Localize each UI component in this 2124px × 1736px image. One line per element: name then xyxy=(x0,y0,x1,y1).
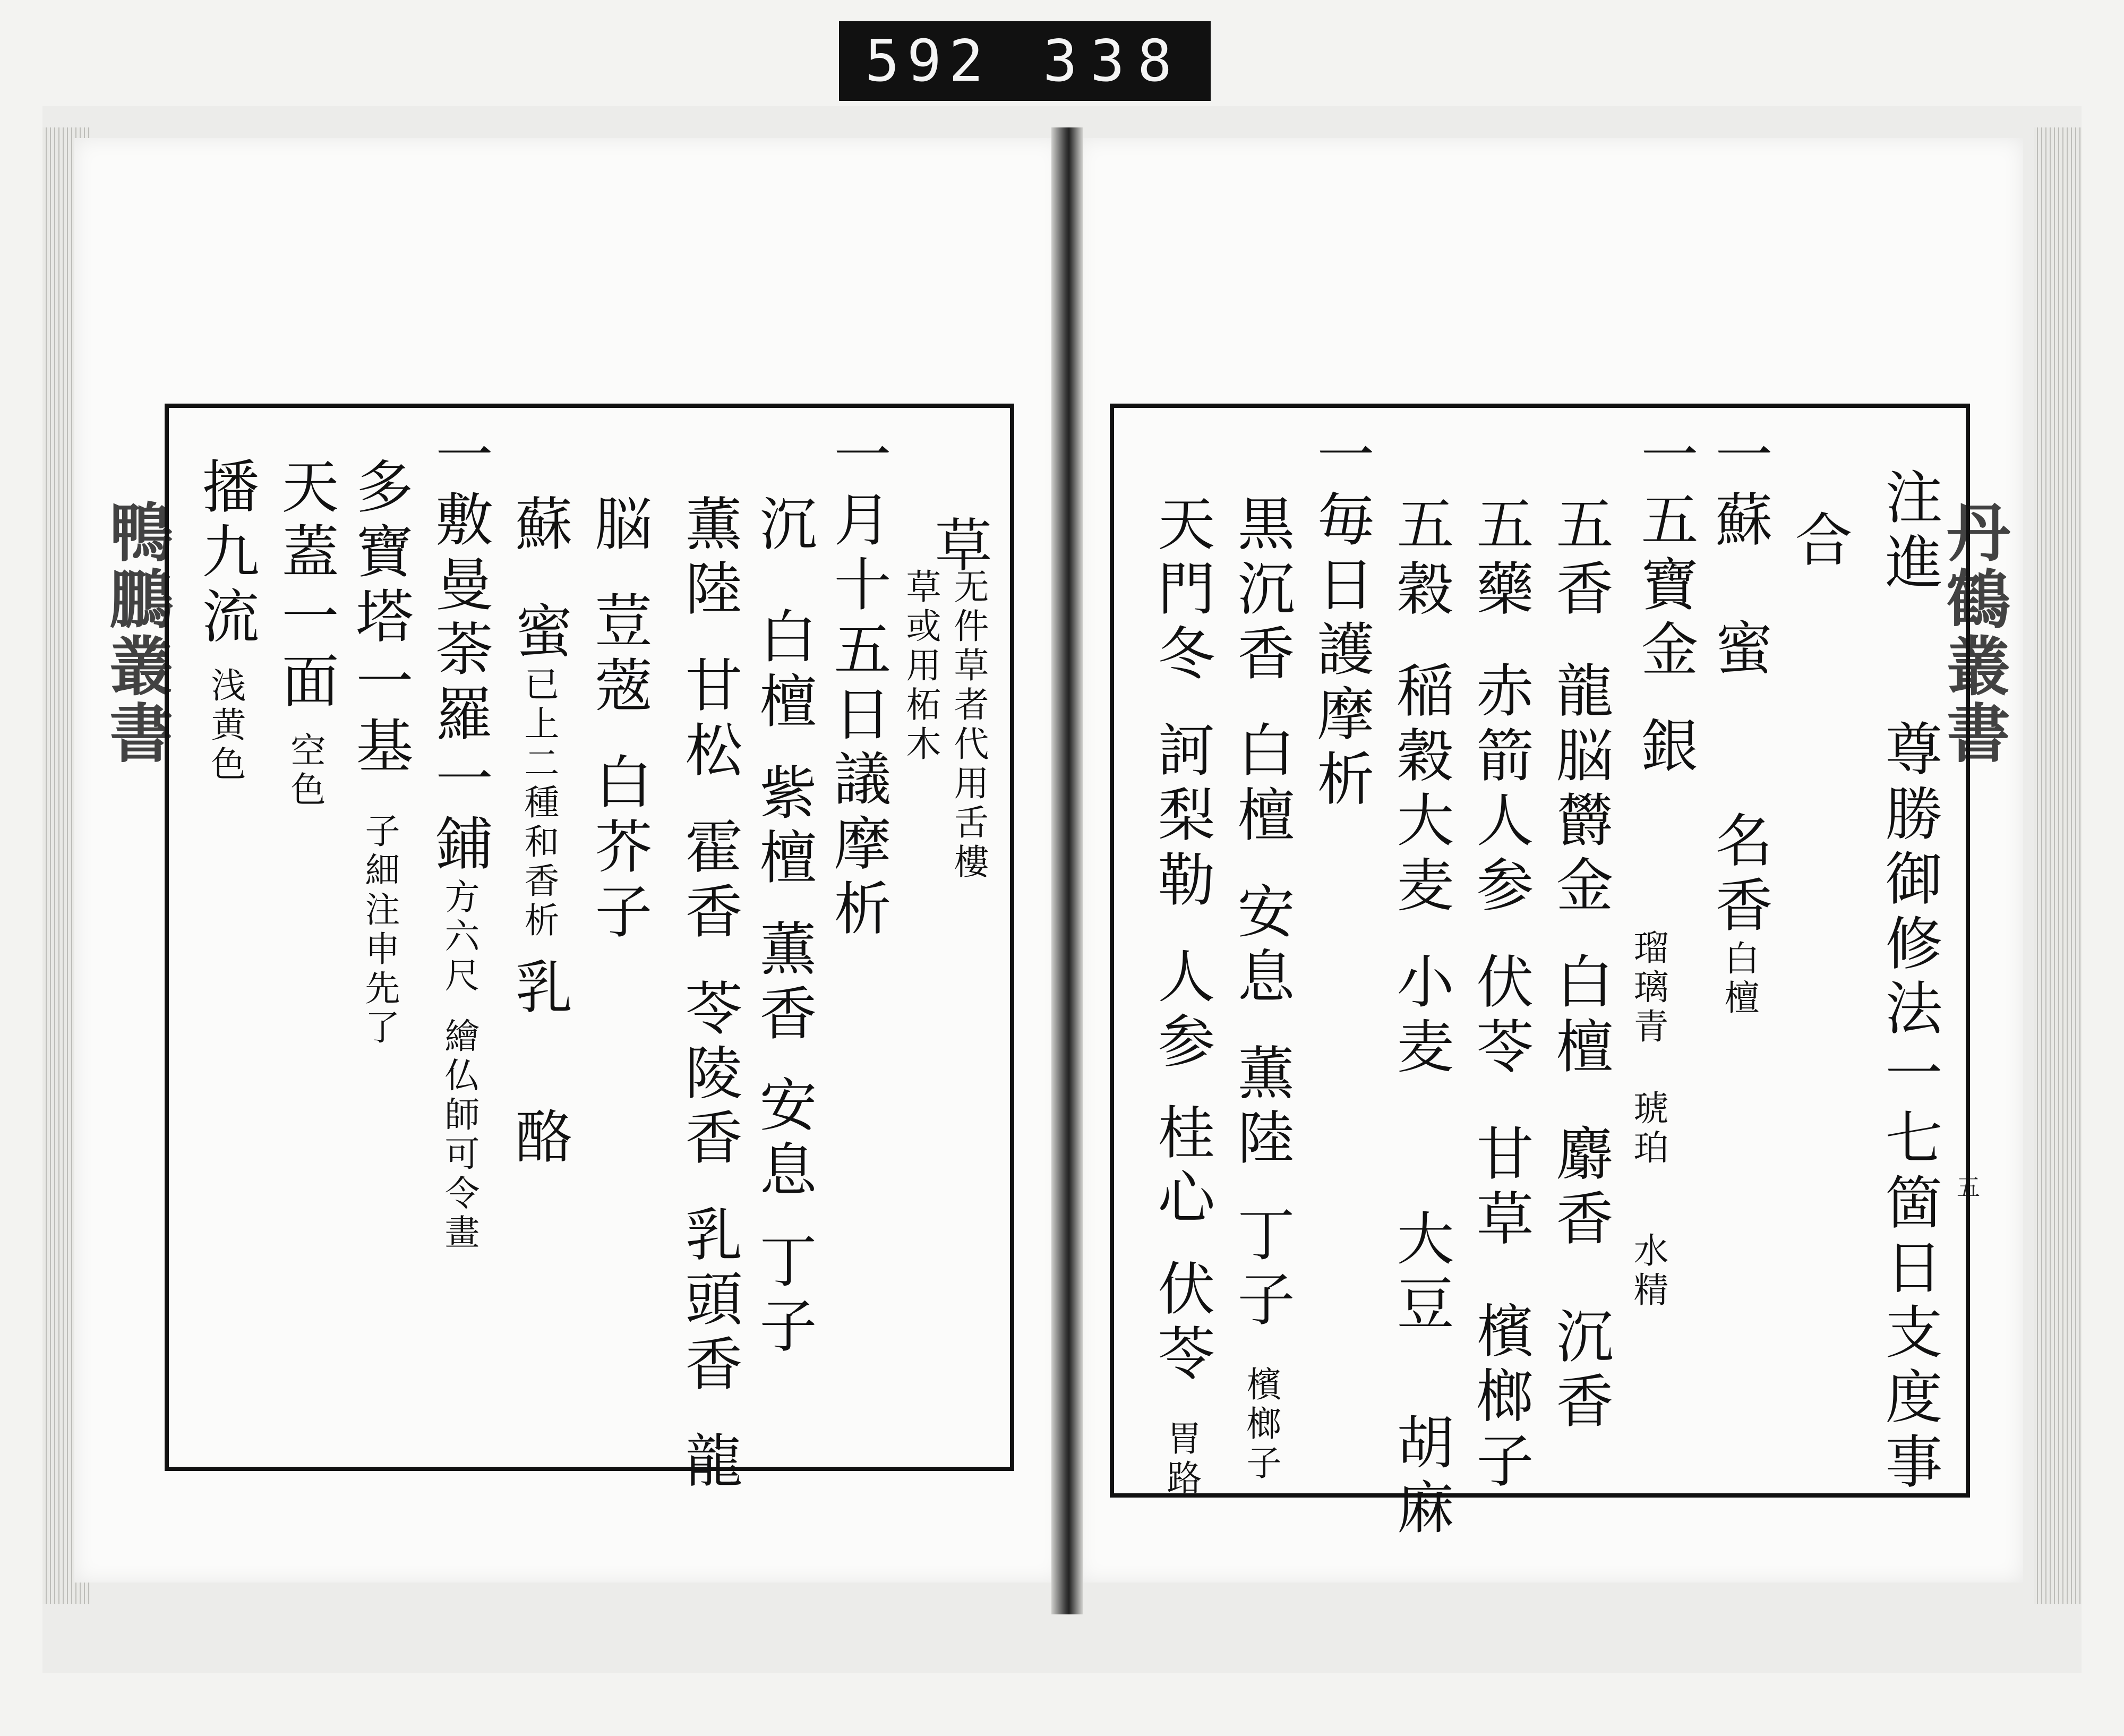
item-text: 五穀 xyxy=(1387,494,1453,623)
right-col-7 xyxy=(1387,494,1453,1542)
item-note: 青 xyxy=(1628,1008,1668,1047)
item-text: 大麦 xyxy=(1387,790,1453,920)
right-col-8 xyxy=(1307,425,1374,814)
item-text: 赤箭 xyxy=(1467,661,1533,790)
item-text: 龍 xyxy=(675,1431,742,1495)
item-text: 沉香 xyxy=(1546,1306,1613,1436)
right-page-edges xyxy=(2034,127,2082,1604)
right-col-9 xyxy=(1228,494,1294,1484)
item-text: 乳頭香 xyxy=(675,1204,742,1399)
item-text: 名香 xyxy=(1706,810,1772,940)
left-col-9 xyxy=(272,457,338,810)
left-col-4 xyxy=(675,494,742,1495)
archive-tag xyxy=(839,21,1211,101)
left-col-8 xyxy=(346,457,413,1048)
item-text: 紫檀 xyxy=(750,763,816,892)
item-text: 霍香 xyxy=(675,817,742,946)
item-note: 瑠璃 xyxy=(1628,929,1668,1008)
item-note: 繪仏師可令畫 xyxy=(439,1017,479,1253)
item-text: 敷曼荼羅一 xyxy=(426,490,492,814)
left-col-6 xyxy=(506,494,572,1171)
right-col-10 xyxy=(1148,494,1214,1499)
item-text: 甘草 xyxy=(1467,1124,1533,1253)
item-note: 浅黄色 xyxy=(205,667,246,785)
item-text: 安息 xyxy=(750,1075,816,1204)
left-col-10 xyxy=(192,457,259,785)
item-text: 苓陵香 xyxy=(675,978,742,1173)
item-marker: 一 xyxy=(1307,425,1374,490)
book-gutter xyxy=(1051,127,1083,1614)
right-col-6 xyxy=(1467,494,1533,1495)
item-text: 五香 xyxy=(1546,494,1613,623)
total-label: 合 xyxy=(1785,510,1852,575)
item-text: 薫陸 xyxy=(675,494,742,623)
item-text: 稲穀 xyxy=(1387,661,1453,790)
item-text: 黒沉香 xyxy=(1228,494,1294,688)
heading-title: 尊勝御修法一七箇日支度事 xyxy=(1875,719,1942,1496)
item-text: 人参 xyxy=(1148,946,1214,1076)
item-text: 五寶 xyxy=(1631,490,1698,619)
right-running-title: 丹鶴叢書 xyxy=(1936,499,2011,767)
item-text: 檳榔子 xyxy=(1467,1301,1533,1495)
item-text: 荳蔲 xyxy=(585,591,652,720)
left-running-title: 鴨鵬叢書 xyxy=(99,499,174,767)
item-text: 脳 xyxy=(585,494,652,559)
right-col-3 xyxy=(1706,425,1772,1019)
item-text: 龍脳 xyxy=(1546,661,1613,790)
item-text: 播九流 xyxy=(192,457,259,651)
item-text: 薫陸 xyxy=(1228,1043,1294,1173)
item-text: 白芥子 xyxy=(585,752,652,946)
item-text: 桂心 xyxy=(1148,1102,1214,1232)
item-text: 甘松 xyxy=(675,655,742,785)
left-col-5 xyxy=(585,494,652,946)
item-text: 麝香 xyxy=(1546,1124,1613,1253)
item-text: 胡麻 xyxy=(1387,1413,1453,1542)
right-col-4-notes xyxy=(1628,929,1668,1311)
item-text: 天蓋一面 xyxy=(272,457,338,716)
item-note: 子細注申先了 xyxy=(359,813,400,1048)
item-text: 蜜 xyxy=(1706,618,1772,683)
item-text: 大豆 xyxy=(1387,1209,1453,1338)
archive-tag-left: 592 xyxy=(864,28,991,95)
item-note: 草或用柘木 xyxy=(900,568,941,765)
item-text: 毎日護摩析 xyxy=(1307,490,1374,814)
folio-number: 五 xyxy=(1957,1174,1980,1201)
item-marker: 一 xyxy=(824,425,890,490)
item-text: 安息 xyxy=(1228,882,1294,1011)
item-text: 蘇 xyxy=(506,494,572,559)
item-text: 人参 xyxy=(1467,790,1533,920)
item-text: 月十五日議摩析 xyxy=(824,490,890,943)
item-note: 无件草者代用舌樓 xyxy=(948,568,989,883)
item-text: 丁子 xyxy=(1228,1204,1294,1334)
item-marker: 一 xyxy=(426,425,492,490)
item-text: 銀 xyxy=(1631,716,1698,781)
item-text: 白檀 xyxy=(1228,720,1294,850)
archive-tag-right: 338 xyxy=(1042,28,1185,95)
item-note: 胃路 xyxy=(1161,1420,1202,1499)
left-col-7 xyxy=(426,425,492,1253)
item-text: 五藥 xyxy=(1467,494,1533,623)
item-text: 草 xyxy=(925,515,991,580)
item-note: 空色 xyxy=(285,732,326,810)
item-text: 丁子 xyxy=(750,1231,816,1361)
item-text: 酪 xyxy=(506,1107,572,1171)
item-text: 天門冬 xyxy=(1148,494,1214,688)
right-col-4 xyxy=(1631,425,1698,781)
right-col-2 xyxy=(1785,510,1852,575)
item-text: 小麦 xyxy=(1387,952,1453,1081)
item-text: 多寶塔一基 xyxy=(346,457,413,781)
item-marker: 一 xyxy=(1706,425,1772,490)
left-col-2 xyxy=(824,425,890,943)
item-note: 檳榔子 xyxy=(1240,1366,1281,1484)
item-text: 乳 xyxy=(506,957,572,1022)
right-col-5 xyxy=(1546,494,1613,1436)
item-text: 伏苓 xyxy=(1148,1259,1214,1388)
item-text: 蘇 xyxy=(1706,490,1772,554)
item-note: 已上二種和香析 xyxy=(518,666,559,941)
item-note: 琥珀 xyxy=(1628,1090,1668,1168)
item-marker: 一 xyxy=(1631,425,1698,490)
left-col-1-note-b xyxy=(900,568,941,765)
right-col-1 xyxy=(1875,467,1942,1496)
item-text: 金 xyxy=(1631,619,1698,684)
item-text: 白檀 xyxy=(1546,952,1613,1081)
item-text: 白檀 xyxy=(750,606,816,736)
item-note: 水精 xyxy=(1628,1232,1668,1311)
left-col-3 xyxy=(750,494,816,1361)
left-col-1-note-a xyxy=(948,568,989,883)
item-text: 蜜 xyxy=(506,601,572,666)
item-note: 方六尺 xyxy=(439,878,479,996)
item-text: 薫香 xyxy=(750,919,816,1048)
item-text: 欝金 xyxy=(1546,790,1613,920)
item-text: 訶梨勒 xyxy=(1148,720,1214,914)
heading-prefix: 注進 xyxy=(1875,467,1942,597)
item-text: 鋪 xyxy=(426,814,492,878)
item-text: 伏苓 xyxy=(1467,952,1533,1081)
item-text: 沉 xyxy=(750,494,816,559)
item-note: 白檀 xyxy=(1718,940,1759,1019)
